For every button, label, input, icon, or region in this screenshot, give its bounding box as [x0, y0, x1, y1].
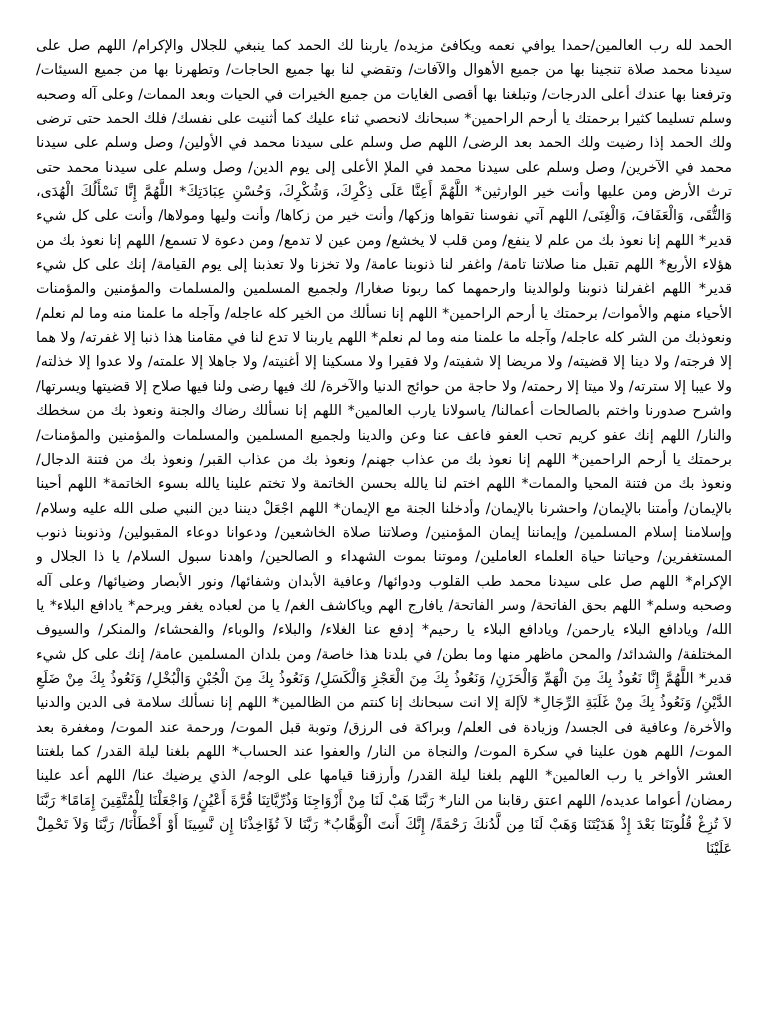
document-page — [36, 34, 732, 1018]
prayer-text-body: الحمد لله رب العالمين/حمدا يوافي نعمه ويكافئ مزيده/ ياربنا لك الحمد كما ينبغي للجلال والإكرام/ اللهم صل على سيدنا محمد صلاة تنجينا بها من جميع الأهوال والآفات/ وتقضي لنا بها جميع الحاجات/ وتطهرنا بها من جميع السيئات/ وترفعنا بها عندك أعلى الدرجات/ وتبلغنا بها أقصى الغايات من جميع الخيرات في الحيات وبعد الممات/ وعلى آله وصحبه وسلم تسليما كثيرا برحمتك يا أرحم الراحمين* سبحانك لانحصي ثناء عليك كما أثنيت على نفسك/ فلك الحمد حتى ترضى ولك الحمد إذا رضيت ولك الحمد بعد الرضى/ اللهم صل وسلم على سيدنا محمد في الأولين/ وصل وسلم على سيدنا محمد في الآخرين/ وصل وسلم على سيدنا محمد في الملإ الأعلى إلى يوم الدين/ وصل وسلم على سيدنا محمد حتى ترث الأرض ومن عليها وأنت خير الوارثين* اللَّهُمَّ أَعِنَّا عَلَى ذِكْرِكَ، وَشُكْرِكَ، وَحُسْنِ عِبَادَتِكَ* اللَّهُمَّ إِنَّا نَسْأَلُكَ الْهُدَى، وَالتُّقَى، وَالْعَفَافَ، وَالْغِنَى/ اللهم آتي نفوسنا تقواها وزكها/ وأنت خير من زكاها/ وأنت وليها ومولاها/ وأنت على كل شيء قدير* اللهم إنا نعوذ بك من علم لا ينفع/ ومن قلب لا يخشع/ ومن عين لا تدمع/ ومن دعوة لا تسمع/ اللهم إنا نعوذ بك من هؤلاء الأربع* اللهم تقبل منا صلاتنا تامة/ واغفر لنا ذنوبنا عامة/ ولا تخزنا ولا تعذبنا إلى يوم القيامة/ إنك على كل شيء قدير* اللهم اغفرلنا ذنوبنا ولوالدينا وارحمهما كما ربونا صغارا/ ولجميع المسلمين والمسلمات والمؤمنين والمؤمنات الأحياء منهم والأموات/ برحمتك يا أرحم الراحمين* اللهم إنا نسألك من الخير كله عاجله/ وآجله ما علمنا منه وما لم نعلم/ ونعوذبك من الشر كله عاجله/ وآجله ما علمنا منه وما لم نعلم* اللهم ياربنا لا تدع لنا في مقامنا هذا ذنبا إلا غفرته/ ولا هما إلا فرجته/ ولا دينا إلا قضيته/ ولا مريضا إلا شفيته/ ولا فقيرا ولا مسكينا إلا أغنيته/ ولا جاهلا إلا علمته/ ولا عدوا إلا خذلته/ ولا عيبا إلا سترته/ ولا ميتا إلا رحمته/ ولا حاجة من حوائج الدنيا والآخرة/ لك فيها رضى ولنا فيها صلاح إلا قضيتها ويسرتها/ واشرح صدورنا واختم بالصالحات أعمالنا/ ياسولانا يارب العالمين* اللهم إنا نسألك رضاك والجنة ونعوذ بك من سخطك والنار/ اللهم إنك عفو كريم تحب العفو فاعف عنا وعن والدينا ولجميع المسلمين والمسلمات والمؤمنين والمؤمنات/ برحمتك يا أرحم الراحمين* اللهم إنا نعوذ بك من عذاب جهنم/ ونعوذ بك من عذاب القبر/ ونعوذ بك من فتنة الدجال/ ونعوذ بك من فتنة المحيا والممات* اللهم اختم لنا يالله بحسن الخاتمة ولا تختم علينا يالله بسوء الخاتمة* اللهم أحينا بالإيمان/ وأمتنا بالإيمان/ واحشرنا بالإيمان/ وأدخلنا الجنة مع الإيمان* اللهم اجْعَلْ ديننا دين النبي صلى الله عليه وسلام/ وإسلامنا إسلام المسلمين/ وإيماننا إيمان المؤمنين/ وصلاتنا صلاة الخاشعين/ ودعوانا دوعاء المقبولين/ وذنوبنا ذنوب المستغفرين/ وحياتنا حياة العلماء العاملين/ وموتنا بموت الشهداء و الصالحين/ واهدنا سبول السلام/ يا ذا الجلال و الإكرام* اللهم صل على سيدنا محمد طب القلوب ودوائها/ وعافية الأبدان وشفائها/ ونور الأبصار وضيائها/ وعلى آله وصحبه وسلم* اللهم بحق الفاتحة/ وسر الفاتحة/ يافارج الهم وياكاشف الغم/ يا من لعباده يغفر ويرحم* يادافع البلاء* يا الله/ ويادافع البلاء يارحمن/ ويادافع البلاء يا رحيم* إدفع عنا الغلاء/ والبلاء/ والوباء/ والفحشاء/ والمنكر/ والسيوف المختلفة/ والشدائد/ والمحن ماظهر منها وما بطن/ في بلدنا هذا خاصة/ ومن بلدان المسلمين عامة/ إنك على كل شيء قدير* اللَّهُمَّ إِنَّا نَعُوذُ بِكَ مِنَ الْهَمِّ وَالْحَزَنِ/ وَنَعُوذُ بِكَ مِنَ الْعَجْزِ وَالْكَسَلِ/ وَنَعُوذُ بِكَ مِنَ الْجُبْنِ وَالْبُخْلِ/ وَنَعُوذُ بِكَ مِنْ ضَلَعِ الدَّيْنِ/ وَنَعُوذُ بِكَ مِنْ غَلَبَةِ الرِّجَالِ* لاَإلهَ إلا انت سبحانك إنا كنتم من الظالمين* اللهم إنا نسألك سلامة فى الدين والدنيا والأخرة/ وعافية فى الجسد/ وزيادة فى العلم/ وبراكة فى الرزق/ وتوبة قبل الموت/ ورحمة عند الموت/ ومغفرة بعد الموت/ اللهم هون علينا في سكرة الموت/ والنجاة من النار/ والعفوا عند الحساب* اللهم بلغنا ليلة القدر/ كما بلغتنا العشر الأواخر يا رب العالمين* اللهم بلغنا ليلة القدر/ وأرزقنا قيامها على الوجه/ الذي يرضيك عنا/ اللهم أعد علينا رمضان/ أعواما عديده/ اللهم اعتق رقابنا من النار* رَبَّنَا هَبْ لَنَا مِنْ أَزْوَاجِنَا وَذُرِّيَّاتِنَا قُرَّةَ أَعْيُنٍ/ وَاجْعَلْنَا لِلْمُتَّقِينَ إِمَامًا* رَبَّنَا لاَ تُزِغْ قُلُوبَنَا بَعْدَ إِذْ هَدَيْتَنَا وَهَبْ لَنَا مِن لَّدُنكَ رَحْمَةً/ إِنَّكَ أَنتَ الْوَهَّابُ* رَبَّنَا لاَ تُؤَاخِذْنَا إِن نَّسِينَا أَوْ أَخْطَأْنَا/ رَبَّنَا وَلاَ تَحْمِلْ عَلَيْنَا — [36, 38, 732, 858]
